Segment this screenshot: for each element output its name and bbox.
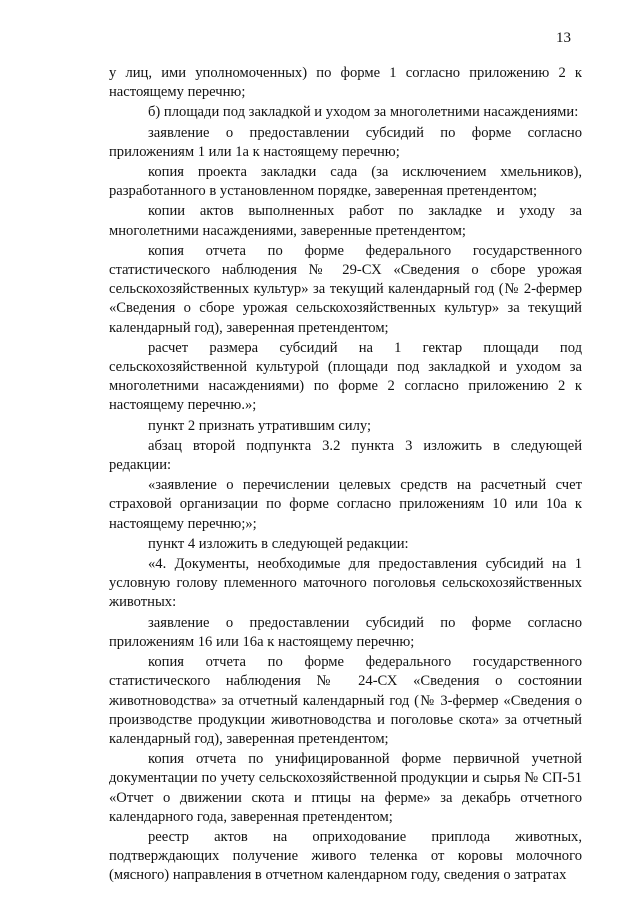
paragraph: копия отчета по форме федерального государственного статистического наблюдения № 24-СХ «Сведения о состоянии животноводства» за отчетный календарный год (№ 3-фермер «Сведения о производстве продукции животноводства и поголовье скота» за отчетный календарный год), заверенная претендентом; [109,654,582,747]
page-number: 13 [556,30,571,46]
paragraph: реестр актов на оприходование приплода животных, подтверждающих получение живого теленка от коровы молочного (мясного) направления в отчетном календарном году, сведения о затратах [109,828,582,884]
paragraph: копия отчета по форме федерального государственного статистического наблюдения № 29-СХ «Сведения о сборе урожая сельскохозяйственных культур» за текущий календарный год (№ 2-фермер «Сведения о сборе урожая сельскохозяйственных культур» за текущий календарный год), заверенная претендентом; [109,242,582,336]
paragraph: заявление о предоставлении субсидий по форме согласно приложениям 1 или 1а к настоящему перечню; [109,124,582,160]
paragraph: копия отчета по унифицированной форме первичной учетной документации по учету сельскохозяйственной продукции и сырья № СП-51 «Отчет о движении скота и птицы на ферме» за декабрь отчетного календарного года, заверенная претендентом; [109,751,582,825]
paragraph: пункт 4 изложить в следующей редакции: [148,535,409,552]
paragraph: у лиц, ими уполномоченных) по форме 1 согласно приложению 2 к настоящему перечню; [109,65,582,101]
paragraph: абзац второй подпункта 3.2 пункта 3 изложить в следующей редакции: [109,437,582,474]
paragraph: б) площади под закладкой и уходом за многолетними насаждениями: [148,104,579,121]
paragraph: «заявление о перечислении целевых средств на расчетный счет страховой организации по форме согласно приложениям 10 или 10а к настоящему перечню;»; [109,477,582,532]
paragraph: копии актов выполненных работ по закладке и уходу за многолетними насаждениями, заверенные претендентом; [109,203,582,239]
paragraph: «4. Документы, необходимые для предоставления субсидий на 1 условную голову племенного маточного поголовья сельскохозяйственных животных: [109,556,582,611]
paragraph: заявление о предоставлении субсидий по форме согласно приложениям 16 или 16а к настоящему перечню; [109,614,582,650]
paragraph: пункт 2 признать утратившим силу; [148,417,372,434]
paragraph: расчет размера субсидий на 1 гектар площади под сельскохозяйственной культурой (площади под закладкой и уходом за многолетними насаждениями) по форме 2 согласно приложению 2 к настоящему перечню.»; [109,339,582,414]
document-body [109,64,582,887]
paragraph: копия проекта закладки сада (за исключением хмельников), разработанного в установленном порядке, заверенная претендентом; [109,164,582,200]
